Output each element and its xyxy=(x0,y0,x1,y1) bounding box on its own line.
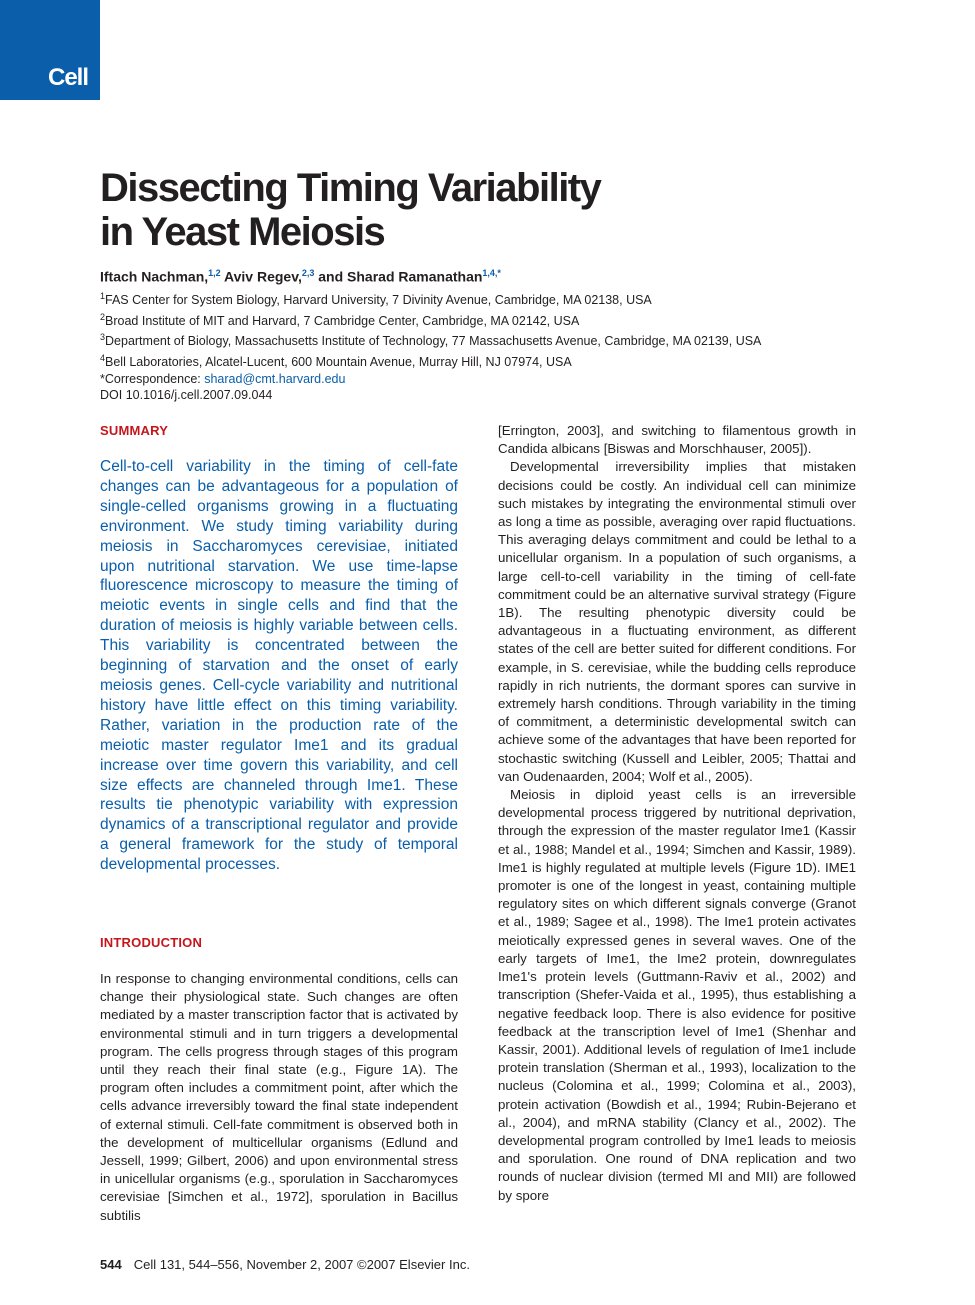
article-title xyxy=(100,166,800,254)
right-paragraph-2: Meiosis in diploid yeast cells is an irreversible developmental process triggered by nutritional deprivation, through the expression of the master regulator Ime1 (Kassir et al., 1988; Mandel et al., 1994; Simchen and Kassir, 1989). Ime1 is highly regulated at multiple levels (Figure 1D). IME1 promoter is one of the longest in yeast, containing multiple regulatory sites on which different signals converge (Granot et al., 1989; Sagee et al., 1998). The Ime1 protein activates meiotically expressed genes in several waves. One of the early targets of Ime1, the Ime2 protein, downregulates Ime1's protein levels (Guttmann-Raviv et al., 2002) and transcription (Shefer-Vaida et al., 1995), thus establishing a negative feedback loop. There is also evidence for positive feedback at the transcription level of Ime1 (Shenhar and Kassir, 2001). Additional levels of regulation of Ime1 include protein translation (Sherman et al., 1993), localization to the nucleus (Colomina et al., 1999; Colomina et al., 2003), protein activation (Bowdish et al., 1994; Rubin-Bejerano et al., 2004), and mRNA stability (Clancy et al., 2002). The developmental program controlled by Ime1 leads to meiosis and sporulation. One round of DNA replication and two rounds of nuclear division (termed MI and MII) are followed by spore xyxy=(498,787,856,1203)
title-line-1: Dissecting Timing Variability xyxy=(100,166,601,210)
cell-logo-text: Cell xyxy=(48,64,89,91)
author-1-sup[interactable]: 1,2 xyxy=(208,268,221,278)
title-line-2: in Yeast Meiosis xyxy=(100,210,385,254)
affiliations xyxy=(100,288,880,404)
right-paragraph-0: [Errington, 2003], and switching to filamentous growth in Candida albicans [Biswas and Morschhauser, 2005]). xyxy=(498,423,856,457)
affiliation-3: $^3$Department of Biology, Massachusetts Institute of Technology, 77 Massachusetts Avenue, Cambridge, MA 02139, USA xyxy=(100,332,762,349)
right-paragraph-1: Developmental irreversibility implies that mistaken decisions could be costly. An individual cell can minimize such mistakes by integrating the environmental stimuli over as long a time as possible, averaging over rapid fluctuations. This averaging delays commitment and could be lethal to a unicellular organism. In a population of such organisms, a large cell-to-cell variability in the timing of cell-fate commitment could be an alternative survival strategy (Figure 1B). The resulting phenotypic diversity could be advantageous in a fluctuating environment, as different states of the cell are better suited for different conditions. For example, in S. cerevisiae, while the budding cells reproduce rapidly in rich nutrients, the dormant spores can survive in extremely harsh conditions. Through variability in the timing of commitment, a deterministic developmental switch can achieve some of the advantages that have been reported for stochastic switching (Kussell and Leibler, 2005; Thattai and van Oudenaarden, 2004; Wolf et al., 2005). xyxy=(498,459,856,784)
intro-paragraph-1: In response to changing environmental conditions, cells can change their physiological state. Such changes are often mediated by a master transcription factor that is activated by environmental stimuli and in turn triggers a developmental program. The cells progress through stages of this program until they reach their final state (e.g., Figure 1A). The program often includes a commitment point, after which the cells advance irreversibly toward the final state independent of external stimuli. Cell-fate commitment is observed both in the development of multicellular organisms (Edlund and Jessell, 1999; Gilbert, 2006) and upon environmental stress in unicellular organisms (e.g., sporulation in Saccharomyces cerevisiae [Simchen et al., 1972], sporulation in Bacillus subtilis xyxy=(100,971,458,1223)
page-number: 544 xyxy=(100,1257,122,1272)
author-3-sup[interactable]: 1,4,* xyxy=(482,268,501,278)
cell-logo xyxy=(0,0,100,100)
author-2: Aviv Regev, xyxy=(224,268,302,285)
summary-text: Cell-to-cell variability in the timing of cell-fate changes can be advantageous for a population of single-celled organisms growing in a fluctuating environment. We study timing variability during meiosis in Saccharomyces cerevisiae, initiated upon nutritional starvation. We use time-lapse fluorescence microscopy to measure the timing of meiotic events in single cells and find that the duration of meiosis is highly variable between cells. This variability is concentrated between the beginning of starvation and the onset of early meiosis genes. Cell-cycle variability and nutritional history have little effect on this timing variability. Rather, variation in the production rate of the meiotic master regulator Ime1 and its gradual increase over time govern this variability, and cell size effects are channeled through Ime1. These results tie phenotypic variability with expression dynamics of a transcriptional regulator and provide a general framework for the study of temporal developmental processes. xyxy=(100,458,458,874)
affiliation-4: $^4$Bell Laboratories, Alcatel-Lucent, 600 Mountain Avenue, Murray Hill, NJ 07974, USA xyxy=(100,352,572,370)
author-2-sup[interactable]: 2,3 xyxy=(301,268,315,278)
author-1: Iftach Nachman, xyxy=(100,268,209,285)
summary-heading: SUMMARY xyxy=(100,423,169,438)
author-list xyxy=(100,268,501,285)
intro-left-column xyxy=(100,970,458,1225)
doi: DOI 10.1016/j.cell.2007.09.044 xyxy=(100,388,273,403)
citation-line: Cell 131, 544–556, November 2, 2007 ©2007 Elsevier Inc. xyxy=(133,1257,470,1272)
correspondence-email-link[interactable]: sharad@cmt.harvard.edu xyxy=(204,371,346,386)
introduction-heading: INTRODUCTION xyxy=(100,935,203,950)
affiliation-2: $^2$Broad Institute of MIT and Harvard, 7 Cambridge Center, Cambridge, MA 02142, USA xyxy=(100,311,580,328)
correspondence: *Correspondence: sharad@cmt.harvard.edu xyxy=(100,371,346,386)
right-column xyxy=(498,422,856,1205)
author-3: and Sharad Ramanathan xyxy=(318,268,483,285)
affiliation-1: $^1$FAS Center for System Biology, Harvard University, 7 Divinity Avenue, Cambridge, MA 02138, USA xyxy=(100,291,652,308)
page-footer xyxy=(100,1257,470,1272)
